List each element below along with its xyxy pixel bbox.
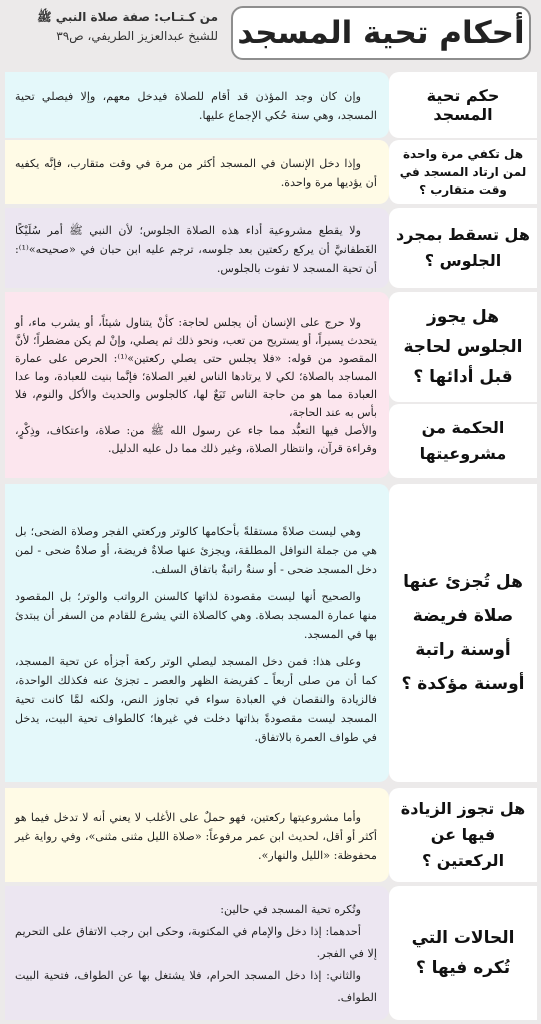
answer-paragraph: وهي ليست صلاةً مستقلةً بأحكامها كالوتر وركعتي الفجر وصلاة الضحى؛ بل هي من جملة النوافل المطلقة، ويجزئ عنها صلاةٌ فريضة، أو صلاةٌ ضحى - لمن دخل المسجد ضحى - أو سنةٌ راتبةٌ باتفاق السلف.: [15, 524, 377, 576]
source-author: للشيخ عبدالعزيز الطريفي، ص٣٩: [56, 29, 218, 43]
question-cell: هل تسقط بمجرد الجلوس ؟: [389, 208, 537, 288]
answer-paragraph: وإذا دخل الإنسان في المسجد أكثر من مرة في وقت متقارب، فإنَّه يكفيه أن يؤديها مرة واحدة.: [15, 157, 377, 189]
source-citation: [8, 8, 218, 60]
page-title: أحكام تحية المسجد: [231, 6, 531, 60]
answer-paragraph: وأما مشروعيتها ركعتين، فهو حملٌ على الأغلب لا يعني أنه لا تدخل فيما هو أكثر أو أقل، لحديث ابن عمر مرفوعاً: «صلاة الليل مثنى مثنى»، وفي رواية غير محفوظة: «الليل والنهار».: [15, 810, 377, 862]
ruling-row: [5, 140, 537, 204]
ruling-row: [5, 886, 537, 1020]
question-cell: حكم تحية المسجد: [389, 72, 537, 138]
answer-paragraph: والثاني: إذا دخل المسجد الحرام، فلا يشتغل بها عن الطواف، فتحية البيت الطواف.: [15, 969, 377, 1004]
answer-paragraph: أحدهما: إذا دخل والإمام في المكتوبة، وحكى ابن رجب الاتفاق على التحريم إلا في الفجر.: [15, 925, 377, 960]
question-cell: هل تُجزئ عنها صلاة فريضة أوسنة راتبة أوسنة مؤكدة ؟: [389, 484, 537, 782]
question-cell: الحالات التي تُكره فيها ؟: [389, 886, 537, 1020]
question-cell: الحكمة من مشروعيتها: [389, 404, 537, 478]
ruling-row: [5, 208, 537, 288]
answer-paragraph: وتُكره تحية المسجد في حالين:: [220, 903, 361, 916]
ruling-row: [5, 292, 537, 478]
ruling-row: [5, 788, 537, 882]
answer-paragraph: وإن كان وجد المؤذن قد أقام للصلاة فيدخل معهم، وإلا فيصلي تحية المسجد، وهي سنة حُكي الإجماع عليها.: [15, 90, 377, 122]
answer-paragraph: والصحيح أنها ليست مقصودة لذاتها كالسنن الرواتب والوتر؛ بل المقصود منها عمارة المسجد بصلاة. وهي كالصلاة التي يشرع للقادم من السفر أن يبتدئ بها في المسجد.: [15, 589, 377, 641]
answer-paragraph: ولا يقطع مشروعية أداء هذه الصلاة الجلوس؛ لأن النبي ﷺ أمر سُلَيْكًا الغَطفانيَّ أن يركع ركعتين بعد جلوسه، ترجم عليه ابن حبان في «صحيحه»⁽¹⁾: أن تحية المسجد لا تفوت بالجلوس.: [15, 223, 377, 275]
answer-paragraph: والأصل فيها التعبُّد مما جاء عن رسول الله ﷺ من: صلاة، واعتكاف، وذِكْرٍ، وقراءة قرآن، وانتظار الصلاة، وغير ذلك مما دل عليه الدليل.: [15, 424, 377, 455]
answer-paragraph: ولا حرج على الإنسان أن يجلس لحاجة: كأنْ يتناول شيئاً، أو يشرب ماء، أو يتحدث يسيراً، أو يستريح من تعب، ونحو ذلك ثم يصلي، وإنْ لم يكن مضطراً؛ لأنَّ المقصود من قوله: «فلا يجلس حتى يصلي ركعتين»⁽¹⁾: الحرص على عمارة المساجد بالصلاة؛ لكي لا يرتادها الناس لغير الصلاة؛ فإنَّما بنيت للعبادة، وما عدا العبادة مما هو من حاجة الناس تَبَعٌ لها، كالجلوس والحديث والأكل والنوم، فلا بأس به عند الحاجة،: [15, 316, 378, 419]
question-column: [389, 292, 537, 478]
answer-cell: [5, 208, 389, 288]
question-cell: هل يجوز الجلوس لحاجة قبل أدائها ؟: [389, 292, 537, 402]
answer-cell: [5, 140, 389, 204]
answer-cell: [5, 886, 389, 1020]
answer-cell: [5, 292, 389, 478]
question-cell: هل تجوز الزيادة فيها عن الركعتين ؟: [389, 788, 537, 882]
ruling-row: [5, 484, 537, 782]
answer-cell: [5, 72, 389, 138]
ruling-row: [5, 72, 537, 138]
source-book: من كـتـاب: صفة صلاة النبي ﷺ: [37, 10, 218, 24]
answer-paragraph: وعلى هذا: فمن دخل المسجد ليصلي الوتر ركعة أجزأه عن تحية المسجد، كما أن من صلى أربعاً ـ كفريضة الظهر والعصر ـ تجزئ عنه فكذلك الواحدة، فالزيادة والنقصان في العبادة سواء في تجاوز النص، ولكنه لمَّا كانت تحية المسجد ليست مقصودةً بذاتها دخلت في غيرها؛ كالطواف تحية البيت، يدخل في طواف العمرة بالاتفاق.: [15, 654, 377, 744]
answer-cell: [5, 788, 389, 882]
answer-cell: [5, 484, 389, 782]
header: [0, 0, 541, 70]
question-cell: هل تكفي مرة واحدة لمن ارتاد المسجد في وقت متقارب ؟: [389, 140, 537, 204]
